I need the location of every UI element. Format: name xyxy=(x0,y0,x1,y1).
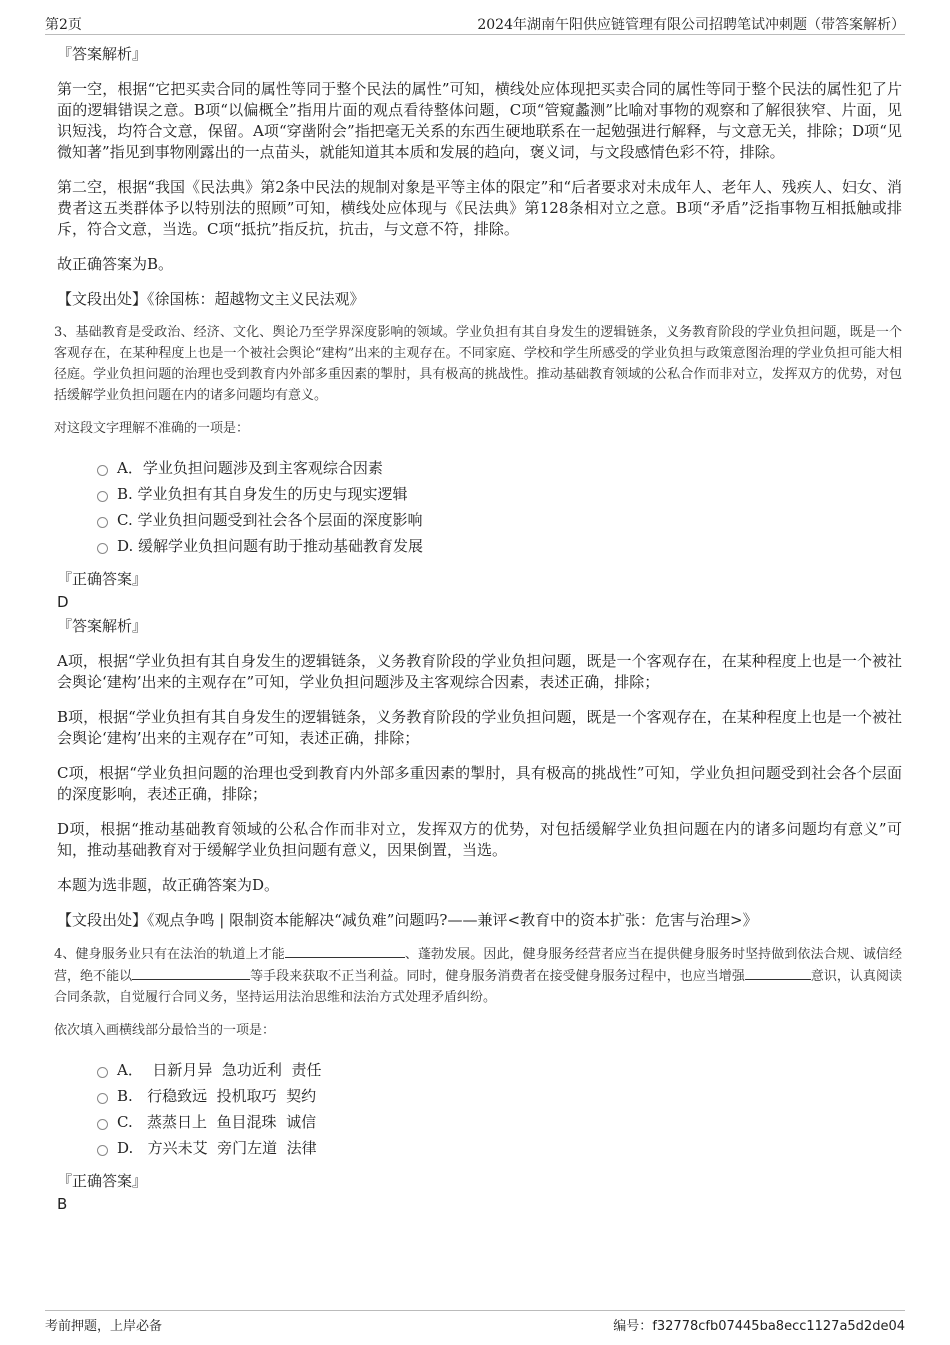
question-4-options xyxy=(97,1057,902,1161)
question-3-text: 3、基础教育是受政治、经济、文化、舆论乃至学界深度影响的领域。学业负担有其自身发生的逻辑链条，义务教育阶段的学业负担问题，既是一个客观存在，在某种程度上也是一个被社会舆论“建构”出来的主观存在。不同家庭、学校和学生所感受的学业负担与政策意图治理的学业负担可能大相径庭。学业负担问题的治理也受到教育内外部多重因素的掣肘，具有极高的挑战性。推动基础教育领域的公私合作而非对立，发挥双方的优势，对包括缓解学业负担问题在内的诸多问题均有意义。 xyxy=(54,325,902,403)
option-label: D. 方兴未艾 旁门左道 法律 xyxy=(117,1139,317,1157)
analysis-label: 『答案解析』 xyxy=(57,617,148,635)
page-footer xyxy=(45,1310,905,1335)
question-3-prompt: 对这段文字理解不准确的一项是： xyxy=(54,421,250,436)
correct-answer-label: 『正确答案』 xyxy=(57,1172,148,1190)
analysis-paragraph: D项，根据“推动基础教育领域的公私合作而非对立，发挥双方的优势，对包括缓解学业负担问题在内的诸多问题均有意义”可知，推动基础教育对于缓解学业负担问题有意义，因果倒置，当选。 xyxy=(57,820,902,859)
question-text: 等手段来获取不正当利益。同时，健身服务消费者在接受健身服务过程中，也应当增强 xyxy=(250,969,745,984)
question-text: 意识，认真阅读合同条款，自觉履行合同义务，坚持运用法治思维和法治方式处理矛盾纠纷。 xyxy=(54,969,902,1005)
correct-answer: B xyxy=(57,1195,68,1213)
analysis-label: 『答案解析』 xyxy=(57,45,148,63)
page-header xyxy=(45,12,905,35)
option-label: C. 学业负担问题受到社会各个层面的深度影响 xyxy=(117,511,423,529)
option-label: B. 行稳致远 投机取巧 契约 xyxy=(117,1087,317,1105)
option-a[interactable] xyxy=(97,1057,902,1083)
radio-icon[interactable] xyxy=(97,1119,108,1130)
fill-blank xyxy=(285,943,405,958)
radio-icon[interactable] xyxy=(97,1067,108,1078)
question-3-options xyxy=(97,455,902,559)
option-a[interactable] xyxy=(97,455,902,481)
question-text: 4、健身服务业只有在法治的轨道上才能 xyxy=(54,947,285,962)
analysis-paragraph: A项，根据“学业负担有其自身发生的逻辑链条，义务教育阶段的学业负担问题，既是一个客观存在，在某种程度上也是一个被社会舆论‘建构’出来的主观存在”可知，学业负担问题涉及主客观综合因素，表述正确，排除； xyxy=(57,652,902,691)
source-citation: 【文段出处】《徐国栋：超越物文主义民法观》 xyxy=(57,290,365,308)
option-b[interactable] xyxy=(97,481,902,507)
analysis-conclusion: 故正确答案为B。 xyxy=(57,255,174,273)
fill-blank xyxy=(745,965,811,980)
option-d[interactable] xyxy=(97,533,902,559)
document-id xyxy=(613,1315,905,1334)
footer-slogan: 考前押题，上岸必备 xyxy=(45,1319,163,1334)
question-4-text xyxy=(54,943,902,1008)
radio-icon[interactable] xyxy=(97,491,108,502)
radio-icon[interactable] xyxy=(97,517,108,528)
document-id-label: 编号： xyxy=(613,1319,653,1334)
analysis-conclusion: 本题为选非题，故正确答案为D。 xyxy=(57,876,280,894)
option-label: A． 日新月异 急功近利 责任 xyxy=(117,1061,322,1079)
fill-blank xyxy=(132,965,250,980)
option-label: D. 缓解学业负担问题有助于推动基础教育发展 xyxy=(117,537,424,555)
option-b[interactable] xyxy=(97,1083,902,1109)
radio-icon[interactable] xyxy=(97,465,108,476)
option-c[interactable] xyxy=(97,507,902,533)
option-label: A．学业负担问题涉及到主客观综合因素 xyxy=(117,459,383,477)
option-c[interactable] xyxy=(97,1109,902,1135)
page-content xyxy=(54,44,902,1214)
document-title: 2024年湖南午阳供应链管理有限公司招聘笔试冲刺题（带答案解析） xyxy=(477,17,905,33)
radio-icon[interactable] xyxy=(97,543,108,554)
correct-answer-label: 『正确答案』 xyxy=(57,570,148,588)
radio-icon[interactable] xyxy=(97,1145,108,1156)
option-d[interactable] xyxy=(97,1135,902,1161)
correct-answer: D xyxy=(57,593,69,611)
analysis-paragraph: C项，根据“学业负担问题的治理也受到教育内外部多重因素的掣肘，具有极高的挑战性”可知，学业负担问题受到社会各个层面的深度影响，表述正确，排除； xyxy=(57,764,902,803)
source-citation: 【文段出处】《观点争鸣 | 限制资本能解决“减负难”问题吗?——兼评<教育中的资本扩张：危害与治理>》 xyxy=(57,911,758,929)
option-label: C. 蒸蒸日上 鱼目混珠 诚信 xyxy=(117,1113,317,1131)
analysis-paragraph: 第一空，根据“它把买卖合同的属性等同于整个民法的属性”可知，横线处应体现把买卖合同的属性等同于整个民法的属性犯了片面的逻辑错误之意。B项“以偏概全”指用片面的观点看待整体问题，C项“管窥蠡测”比喻对事物的观察和了解很狭窄、片面，见识短浅，均符合文意，保留。A项“穿凿附会”指把毫无关系的东西生硬地联系在一起勉强进行解释，与文意无关，排除；D项“见微知著”指见到事物刚露出的一点苗头，就能知道其本质和发展的趋向，褒义词，与文段感情色彩不符，排除。 xyxy=(57,80,902,161)
page-number: 第2页 xyxy=(45,17,82,33)
radio-icon[interactable] xyxy=(97,1093,108,1104)
question-text: 、蓬勃发展。因此，健身服务经营者应当在提供健身服务时坚持做到依法合规、诚信经营，绝不能以 xyxy=(54,947,902,984)
analysis-paragraph: 第二空，根据“我国《民法典》第2条中民法的规制对象是平等主体的限定”和“后者要求对未成年人、老年人、残疾人、妇女、消费者这五类群体予以特别法的照顾”可知，横线处应体现与《民法典》第128条相对立之意。B项“矛盾”泛指事物互相抵触或排斥，符合文意，当选。C项“抵抗”指反抗，抗击，与文意不符，排除。 xyxy=(57,178,902,238)
option-label: B. 学业负担有其自身发生的历史与现实逻辑 xyxy=(117,485,408,503)
analysis-paragraph: B项，根据“学业负担有其自身发生的逻辑链条，义务教育阶段的学业负担问题，既是一个客观存在，在某种程度上也是一个被社会舆论‘建构’出来的主观存在”可知，表述正确，排除； xyxy=(57,708,902,747)
document-id-value: f32778cfb07445ba8ecc1127a5d2de04 xyxy=(652,1319,905,1334)
question-4-prompt: 依次填入画横线部分最恰当的一项是： xyxy=(54,1023,276,1038)
